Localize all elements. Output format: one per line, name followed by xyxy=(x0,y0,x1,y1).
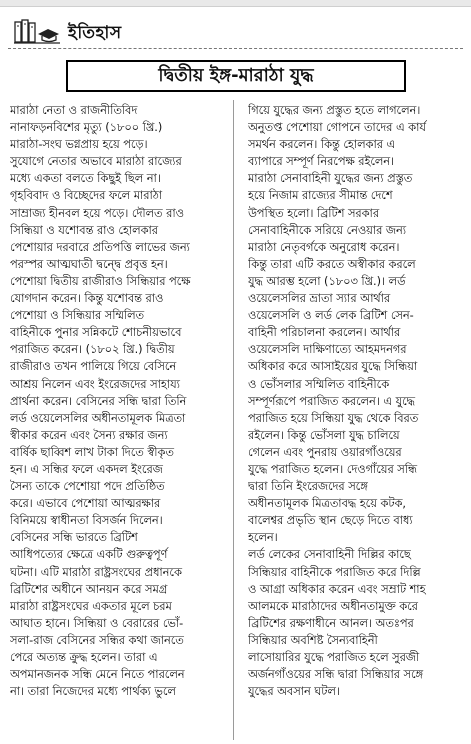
section-title: ইতিহাস xyxy=(68,23,122,43)
column-divider xyxy=(233,100,234,740)
section-header xyxy=(8,14,463,49)
article-column-right: গিয়ে যুদ্ধের জন্য প্রস্তুত হতে লাগলেন। অনুতপ্ত পেশোয়া গোপনে তাদের এ কার্য সমর্থন করলেন। কিন্তু হোলকার এ ব্যাপারে সম্পূর্ণ নিরপেক্ষ রইলেন। মারাঠা সেনাবাহিনী যুদ্ধের জন্য প্রস্তুত হয়ে নিজাম রাজ্যের সীমান্ত দেশে উপস্থিত হলো। ব্রিটিশ সরকার সেনাবাহিনীকে সরিয়ে নেওয়ার জন্য মারাঠা নেতৃবর্গকে অনুরোধ করেন। কিন্তু তারা এটি করতে অস্বীকার করলে যুদ্ধ আরম্ভ হলো (১৮০৩ খ্রি.)। লর্ড ওয়েলেসলির ভ্রাতা স্যার আর্থার ওয়েলেসলি ও লর্ড লেক ব্রিটিশ সেন- বাহিনী পরিচালনা করলেন। আর্থার ওয়েলেসলি দাক্ষিণাত্যে আহমদনগর অধিকার করে আসাইয়ের যুদ্ধে সিন্ধিয়া ও ভোঁসলার সম্মিলিত বাহিনীকে সম্পূর্ণরূপে পরাজিত করলেন। এ যুদ্ধে পরাজিত হয়ে সিন্ধিয়া যুদ্ধ থেকে বিরত রইলেন। কিন্তু ভোঁসলা যুদ্ধ চালিয়ে গেলেন এবং পুনরায় ওয়ারগাঁওয়ের যুদ্ধে পরাজিত হলেন। দেওগাঁয়ের সন্ধি দ্বারা তিনি ইংরেজদের সঙ্গে অধীনতামূলক মিত্রতাবদ্ধ হয়ে কটক, বালেশ্বর প্রভৃতি স্থান ছেড়ে দিতে বাধ্য হলেন। লর্ড লেকের সেনাবাহিনী দিল্লির কাছে সিন্ধিয়ার বাহিনীকে পরাজিত করে দিল্লি ও আগ্রা অধিকার করেন এবং সম্রাট শাহ আলমকে মারাঠাদের অধীনতামুক্ত করে ব্রিটিশের রক্ষণাধীনে আনল। অতঃপর সিন্ধিয়ার অবশিষ্ট সৈন্যবাহিনী লাসোয়ারির যুদ্ধে পরাজিত হলে সুরজী অর্জনগাঁওয়ের সন্ধি দ্বারা সিন্ধিয়ার সঙ্গে যুদ্ধের অবসান ঘটল। xyxy=(248,104,426,699)
article-column-left: মারাঠা নেতা ও রাজনীতিবিদ নানাফড়নবিশের মৃত্যু (১৮০০ খ্রি.) মারাঠা-সংঘ ভগ্নপ্রায় হয়ে পড়ে। সুযোগে নেতার অভাবে মারাঠা রাজ্যের মধ্যে একতা বলতে কিছুই ছিল না। গৃহবিবাদ ও বিচ্ছেদের ফলে মারাঠা সাম্রাজ্য হীনবল হয়ে পড়ে। দৌলত রাও সিন্ধিয়া ও যশোবন্ত রাও হোলকার পেশোয়ার দরবারে প্রতিপত্তি লাভের জন্য পরস্পর আত্মঘাতী দ্বন্দ্বে প্রবৃত্ত হন। পেশোয়া দ্বিতীয় রাজীরাও সিন্ধিয়ার পক্ষে যোগদান করেন। কিন্তু যশোবন্ত রাও পেশোয়া ও সিন্ধিয়ার সম্মিলিত বাহিনীকে পুনার সন্নিকটে শোচনীয়ভাবে পরাজিত করেন। (১৮০২ খ্রি.) দ্বিতীয় রাজীরাও তখন পালিয়ে গিয়ে বেসিনে আশ্রয় নিলেন এবং ইংরেজদের সাহায্য প্রার্থনা করেন। বেসিনের সন্ধি দ্বারা তিনি লর্ড ওয়েলেসলির অধীনতামূলক মিত্রতা স্বীকার করেন এবং সৈন্য রক্ষার জন্য বার্ষিক ছাব্বিশ লাখ টাকা দিতে স্বীকৃত হন। এ সন্ধির ফলে একদল ইংরেজ সৈন্য তাকে পেশোয়া পদে প্রতিষ্ঠিত করে। এভাবে পেশোয়া আত্মরক্ষার বিনিময়ে স্বাধীনতা বিসর্জন দিলেন। বেসিনের সন্ধি ভারতে ব্রিটিশ আধিপত্যের ক্ষেত্রে একটি গুরুত্বপূর্ণ ঘটনা। এটি মারাঠা রাষ্ট্রসংঘের প্রধানকে ব্রিটিশের অধীনে আনয়ন করে সমগ্র মারাঠা রাষ্ট্রসংঘের একতার মূলে চরম আঘাত হানে। সিন্ধিয়া ও বেরারের ভোঁ- সলা-রাজ বেসিনের সন্ধির কথা জানতে পেরে অত্যন্ত ক্রুদ্ধ হলেন। তারা এ অপমানজনক সন্ধি মেনে নিতে পারলেন না। তারা নিজেদের মধ্যে পার্থক্য ভুলে xyxy=(10,104,191,699)
headline-box xyxy=(66,60,406,92)
article-headline: দ্বিতীয় ইঙ্গ-মারাঠা যুদ্ধ xyxy=(158,64,314,86)
page-top-strip xyxy=(0,0,471,7)
books-icon xyxy=(14,18,60,44)
